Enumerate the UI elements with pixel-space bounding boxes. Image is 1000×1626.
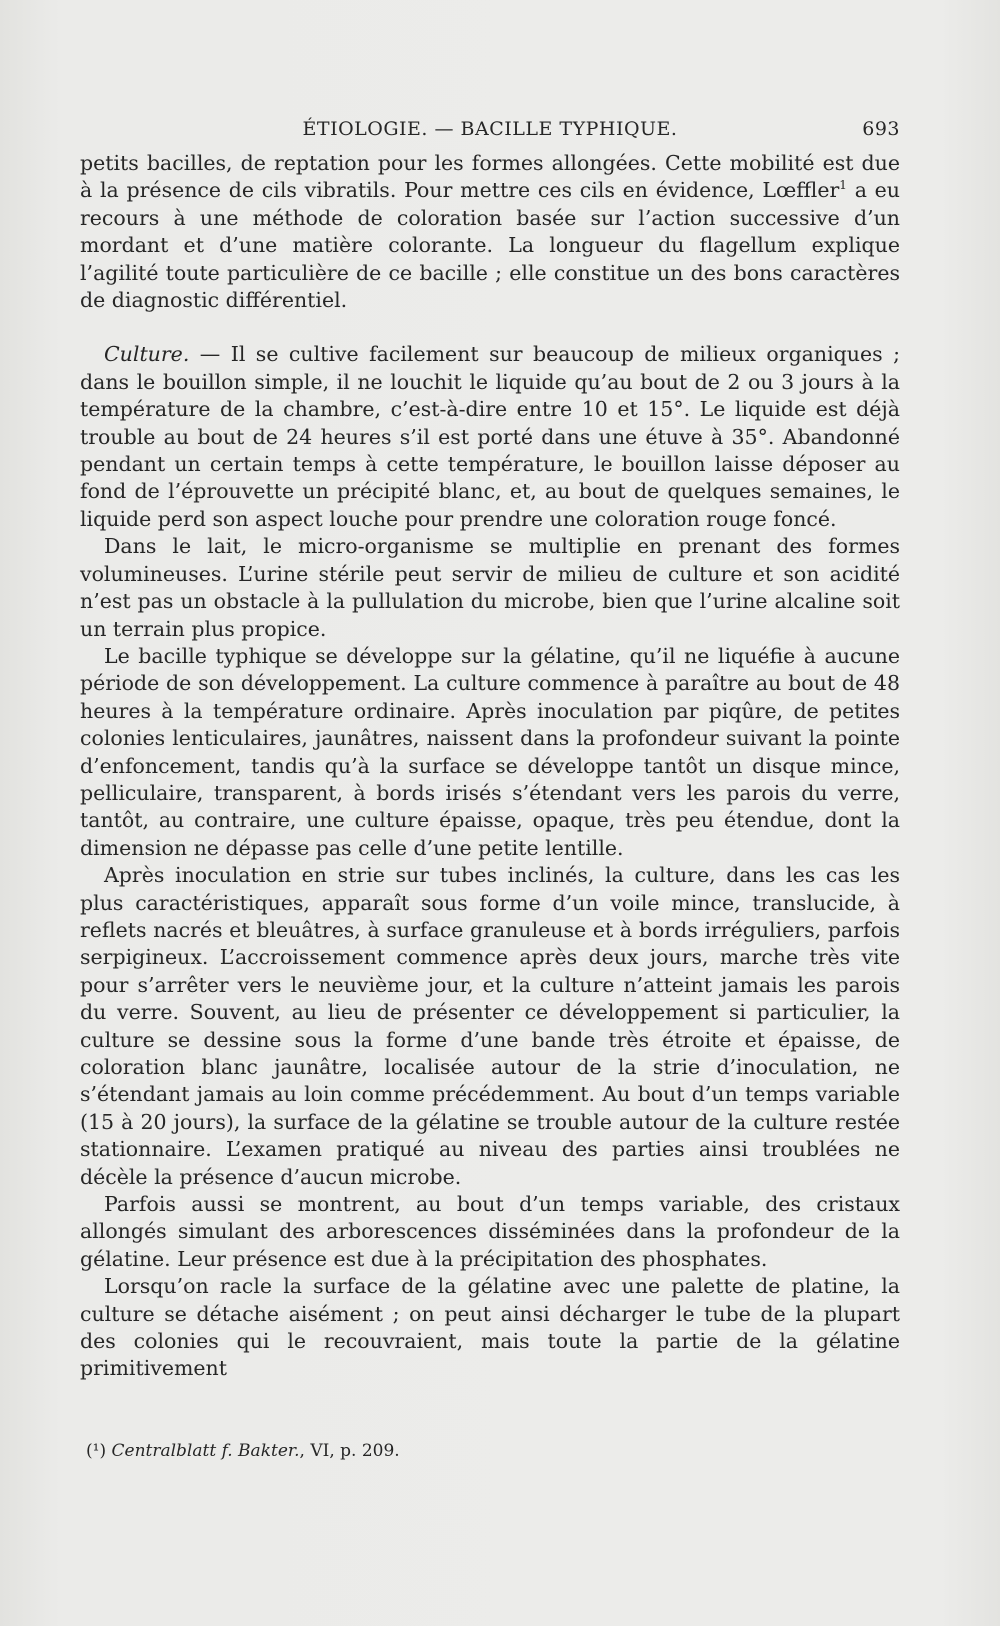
section-heading-culture: Culture. [104, 342, 190, 367]
paragraph-4 [80, 643, 900, 862]
paragraph-6-text: Parfois aussi se montrent, au bout d’un temps variable, des cristaux allongés simulant des arborescences disséminées dans la profondeur de la gélatine. Leur présence est due à la précipitation des phosphates. [80, 1192, 900, 1271]
paragraph-4-text: Le bacille typhique se développe sur la gélatine, qu’il ne liquéfie à aucune période de son développement. La culture commence à paraître au bout de 48 heures à la température ordinaire. Après inoculation par piqûre, de petites colonies lenticulaires, jaunâtres, naissent dans la profondeur suivant la pointe d’enfoncement, tandis qu’à la surface se développe tantôt un disque mince, pelliculaire, transparent, à bords irisés s’étendant vers les parois du verre, tantôt, au contraire, une culture épaisse, opaque, très peu étendue, dont la dimension ne dépasse pas celle d’une petite lentille. [80, 643, 900, 860]
paragraph-5-text: Après inoculation en strie sur tubes inclinés, la culture, dans les cas les plus caractéristiques, apparaît sous forme d’un voile mince, translucide, à reflets nacrés et bleuâtres, à surface granuleuse et à bords irréguliers, parfois serpigineux. L’accroissement commence après deux jours, marche très vite pour s’arrêter vers le neuvième jour, et la culture n’atteint jamais les parois du verre. Souvent, au lieu de présenter ce développement si particulier, la culture se dessine sous la forme d’une bande très étroite et épaisse, de coloration blanc jaunâtre, localisée autour de la strie d’inoculation, ne s’étendant jamais au loin comme précédemment. Au bout d’un temps variable (15 à 20 jours), la surface de la gélatine se trouble autour de la culture restée stationnaire. L’examen pratiqué au niveau des parties ainsi troublées ne décèle la présence d’aucun microbe. [80, 863, 900, 1189]
paragraph-1 [80, 150, 900, 314]
footnote-journal: Centralblatt f. Bakter. [111, 1441, 300, 1461]
paragraph-1-text-b: a eu recours à une méthode de coloration basée sur l’action successive d’un mordant et d’une matière colorante. La longueur du flagellum explique l’agilité toute particulière de ce bacille ; elle constitue un des bons caractères de diagnostic différentiel. [80, 178, 901, 313]
paragraph-6 [80, 1191, 900, 1273]
footnote-mark: (¹) [86, 1441, 107, 1461]
paragraph-3-text: Dans le lait, le micro-organisme se multiplie en prenant des formes volumineuses. L’urine stérile peut servir de milieu de culture et son acidité n’est pas un obstacle à la pullulation du microbe, bien que l’urine alcaline soit un terrain plus propice. [80, 534, 900, 641]
page-number: 693 [862, 118, 900, 140]
running-head-title: ÉTIOLOGIE. — BACILLE TYPHIQUE. [302, 118, 678, 140]
body-text [80, 150, 900, 1383]
paragraph-3 [80, 533, 900, 643]
paragraph-1-text-a: petits bacilles, de reptation pour les formes allongées. Cette mobilité est due à la présence de cils vibratils. Pour mettre ces cils en évidence, Lœffler [80, 151, 900, 203]
footnote-reference-text: , VI, p. 209. [299, 1441, 400, 1461]
footnote [86, 1440, 686, 1462]
paragraph-culture [80, 341, 900, 533]
paragraph-7 [80, 1273, 900, 1383]
running-head [80, 118, 900, 144]
footnote-reference: 1 [839, 178, 847, 193]
paragraph-culture-text: — Il se cultive facilement sur beaucoup de milieux organiques ; dans le bouillon simple, il ne louchit le liquide qu’au bout de 2 ou 3 jours à la température de la chambre, c’est-à-dire entre 10 et 15°. Le liquide est déjà trouble au bout de 24 heures s’il est porté dans une étuve à 35°. Abandonné pendant un certain temps à cette température, le bouillon laisse déposer au fond de l’éprouvette un précipité blanc, et, au bout de quelques semaines, le liquide perd son aspect louche pour prendre une coloration rouge foncé. [80, 342, 900, 531]
paragraph-5 [80, 862, 900, 1191]
paragraph-7-text: Lorsqu’on racle la surface de la gélatine avec une palette de platine, la culture se détache aisément ; on peut ainsi décharger le tube de la plupart des colonies qui le recouvraient, mais toute la partie de la gélatine primitivement [80, 1274, 900, 1381]
